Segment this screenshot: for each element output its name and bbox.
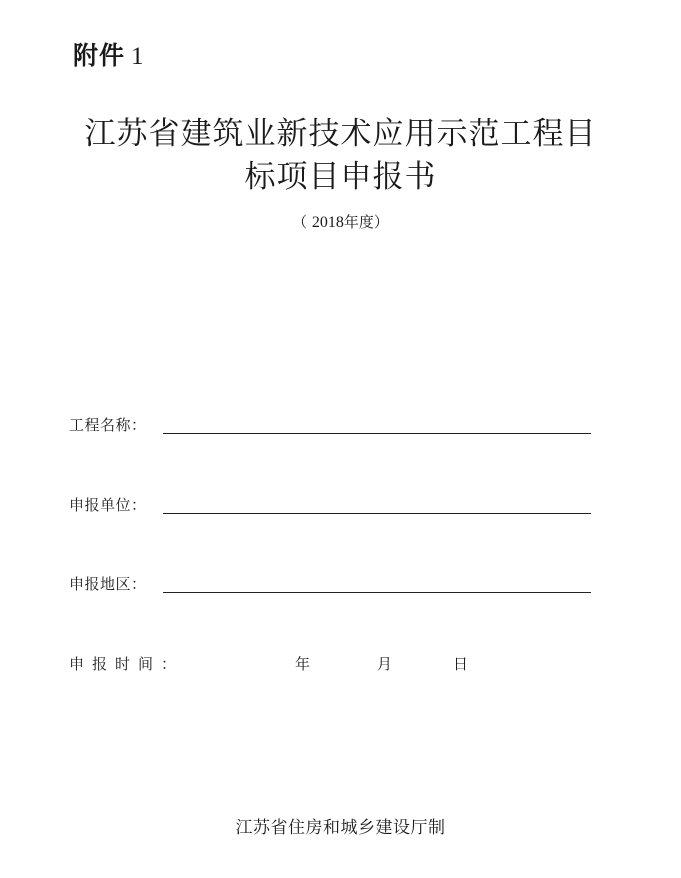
date-day-unit: 日 [453, 655, 469, 673]
date-month-unit: 月 [377, 655, 393, 673]
document-title-line-2: 标项目申报书 [244, 159, 437, 195]
issuer-footer: 江苏省住房和城乡建设厅制 [235, 818, 446, 838]
project-name-label: 工程名称： [69, 416, 147, 434]
attachment-number: 1 [131, 43, 145, 70]
project-name-blank-line[interactable] [163, 433, 591, 434]
applicant-unit-blank-line[interactable] [163, 513, 591, 514]
date-year-unit: 年 [295, 655, 311, 673]
year-suffix: 年度） [343, 213, 389, 231]
applicant-unit-label: 申报单位： [69, 496, 147, 514]
application-date-row [69, 653, 569, 677]
year-line [0, 211, 681, 232]
document-title-line-1: 江苏省建筑业新技术应用示范工程目 [84, 116, 597, 152]
year-value: 2018 [311, 214, 344, 231]
applicant-region-blank-line[interactable] [163, 592, 591, 593]
attachment-label [73, 36, 145, 72]
attachment-text: 附件 [73, 41, 126, 70]
application-date-label: 申报时间： [69, 655, 185, 673]
year-open-paren: （ [292, 213, 308, 231]
applicant-region-label: 申报地区： [69, 575, 147, 593]
